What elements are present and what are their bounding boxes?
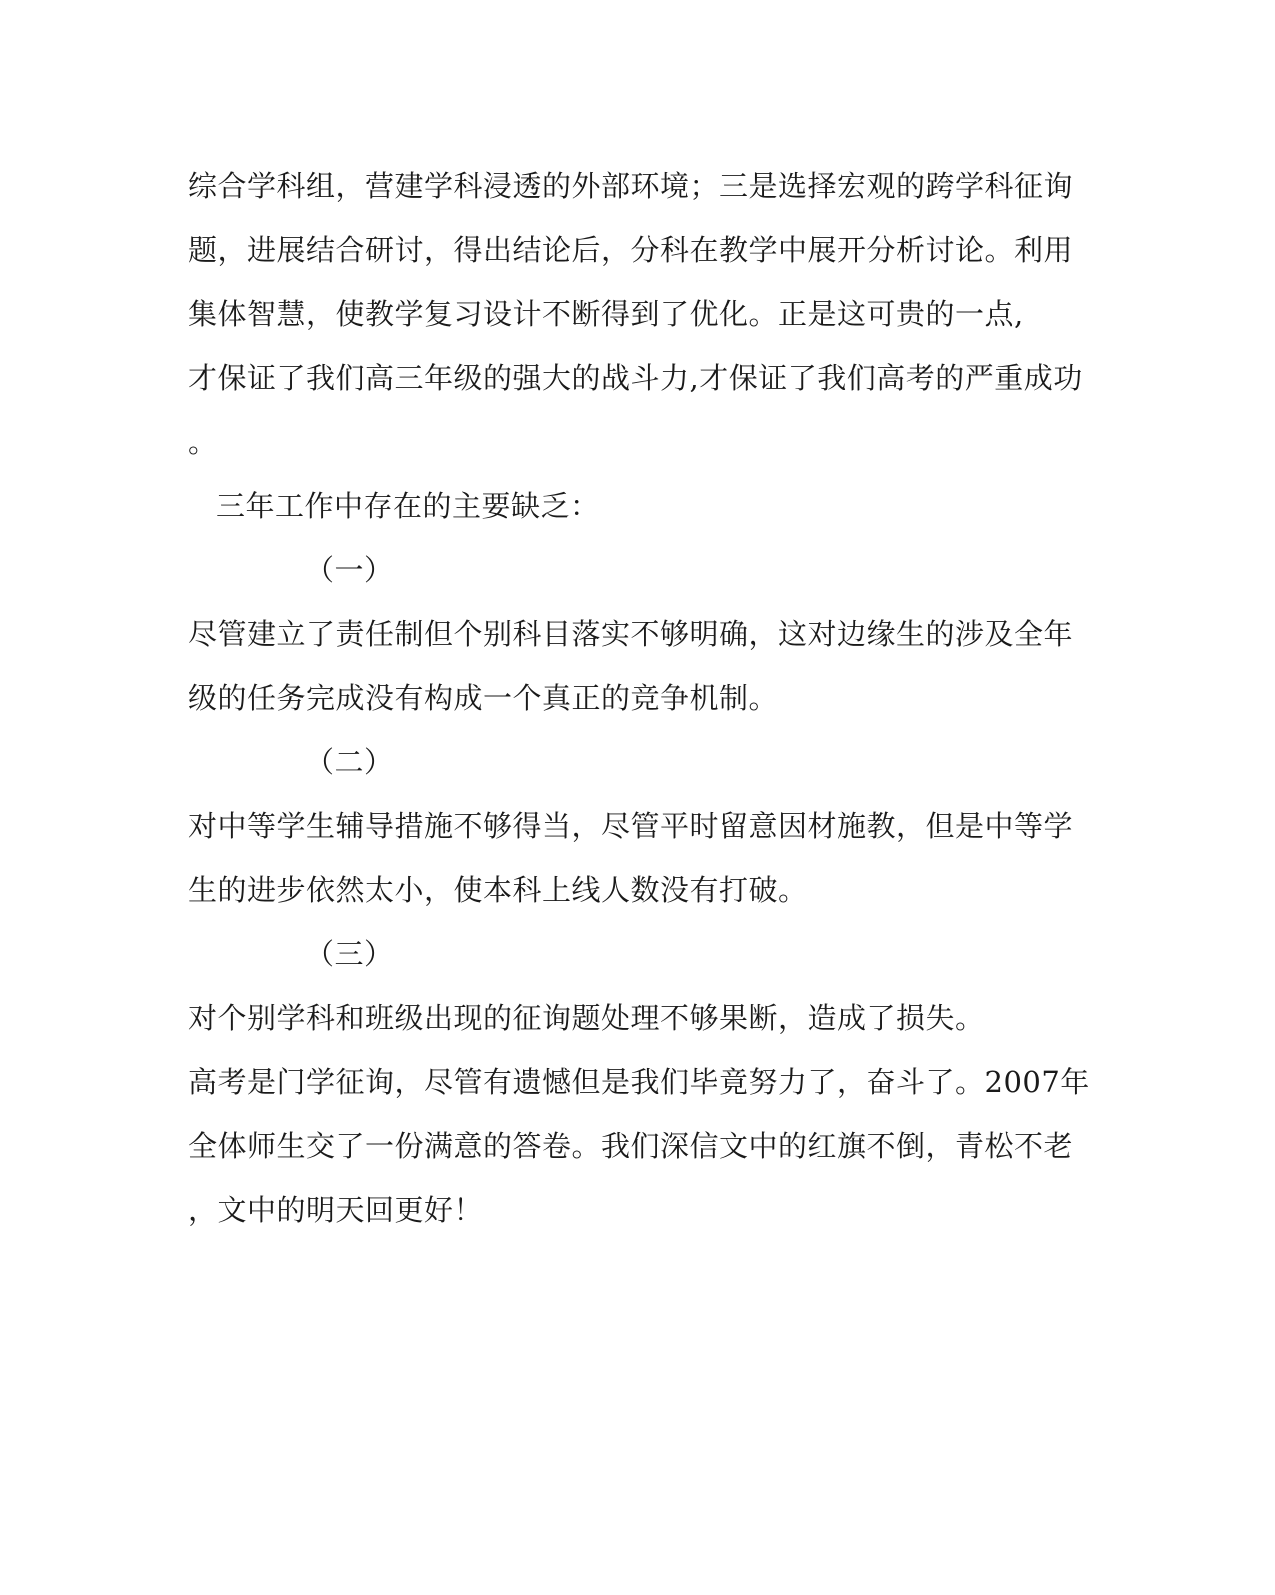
paragraph-line: 对中等学生辅导措施不够得当，尽管平时留意因材施教，但是中等学 — [188, 809, 1074, 843]
paragraph-line: 级的任务完成没有构成一个真正的竞争机制。 — [188, 681, 779, 715]
paragraph-line: 高考是门学征询，尽管有遗憾但是我们毕竟努力了，奋斗了。2007年 — [188, 1065, 1090, 1099]
paragraph-line: 综合学科组，营建学科浸透的外部环境；三是选择宏观的跨学科征询 — [188, 169, 1074, 203]
section-heading: 三年工作中存在的主要缺乏： — [216, 489, 600, 523]
paragraph-line: 才保证了我们高三年级的强大的战斗力,才保证了我们高考的严重成功 — [188, 361, 1083, 395]
paragraph-line: 尽管建立了责任制但个别科目落实不够明确，这对边缘生的涉及全年 — [188, 617, 1074, 651]
paragraph-line: 题，进展结合研讨，得出结论后，分科在教学中展开分析讨论。利用 — [188, 233, 1074, 267]
list-marker: （二） — [305, 745, 394, 779]
list-marker: （三） — [305, 937, 394, 971]
paragraph-line: 对个别学科和班级出现的征询题处理不够果断，造成了损失。 — [188, 1001, 985, 1035]
paragraph-line: 生的进步依然太小，使本科上线人数没有打破。 — [188, 873, 808, 907]
list-marker: （一） — [305, 553, 394, 587]
paragraph-line: 。 — [188, 425, 218, 459]
paragraph-line: 全体师生交了一份满意的答卷。我们深信文中的红旗不倒，青松不老 — [188, 1129, 1074, 1163]
paragraph-line: 集体智慧，使教学复习设计不断得到了优化。正是这可贵的一点, — [188, 297, 1024, 331]
paragraph-line: ，文中的明天回更好！ — [188, 1193, 484, 1227]
